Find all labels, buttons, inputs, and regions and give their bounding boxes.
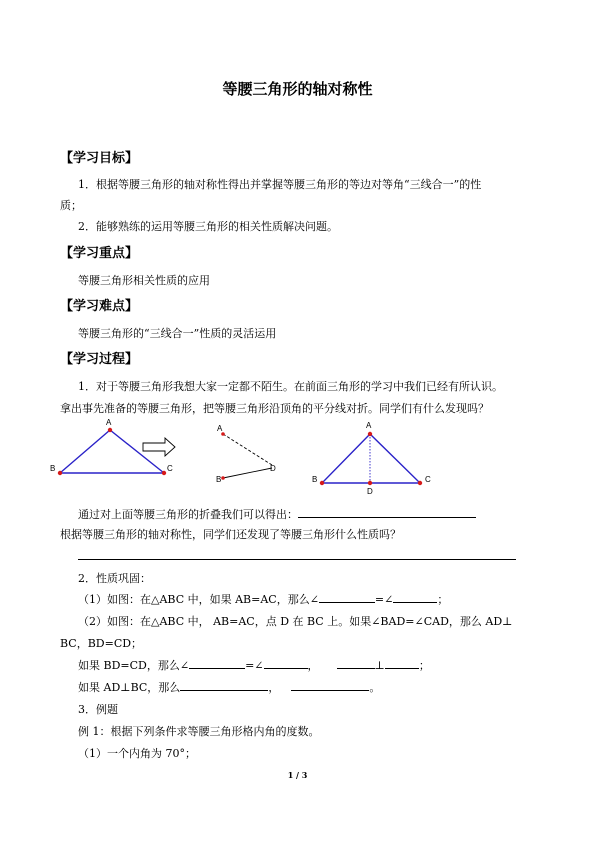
fold-text: 通过对上面等腰三角形的折叠我们可以得出：	[78, 508, 298, 521]
example-1: 例 1：根据下列条件求等腰三角形格内角的度数。	[78, 725, 320, 738]
s2-q2-line2: BC，BD=CD；	[60, 637, 143, 650]
example-1-q1: （1）一个内角为 70°；	[78, 747, 196, 760]
s2-q3	[78, 657, 430, 673]
difficulty-text: 等腰三角形的“三线合一”性质的灵活运用	[78, 327, 277, 340]
fig3-label-a: A	[366, 421, 372, 430]
s2-q3-e: ；	[418, 659, 430, 672]
s2-q4-blank-2[interactable]	[291, 679, 369, 691]
process-p1-line1: 1．对于等腰三角形我想大家一定都不陌生。在前面三角形的学习中我们已经有所认识。	[78, 380, 503, 393]
s2-q1	[78, 591, 448, 607]
s2-q4-c: 。	[369, 681, 381, 694]
s2-q3-c: ，	[307, 659, 319, 672]
fold-answer-blank[interactable]	[298, 506, 476, 518]
key-text: 等腰三角形相关性质的应用	[78, 274, 210, 287]
section-goals: 【学习目标】	[60, 151, 139, 166]
s2-q4-a: 如果 AD⊥BC，那么	[78, 681, 181, 694]
fig1-label-b: B	[50, 464, 56, 473]
figure-folded-triangle	[216, 424, 276, 484]
section-process: 【学习过程】	[60, 352, 139, 367]
s2-title: 2．性质巩固：	[78, 572, 151, 585]
ask-text: 根据等腰三角形的轴对称性，同学们还发现了等腰三角形什么性质吗？	[60, 528, 401, 541]
figure-triangle-abcd	[312, 421, 431, 496]
s2-q3-d: ⊥	[374, 659, 385, 672]
fig1-label-c: C	[167, 464, 173, 473]
fold-text-line	[78, 506, 476, 522]
goal-item-2: 2．能够熟练的运用等腰三角形的相关性质解决问题。	[78, 220, 338, 233]
process-p1-line2: 拿出事先准备的等腰三角形，把等腰三角形沿顶角的平分线对折。同学们有什么发现吗？	[60, 402, 489, 415]
fig2-label-a: A	[217, 424, 223, 433]
s2-q3-blank-4[interactable]	[385, 657, 419, 669]
page-title: 等腰三角形的轴对称性	[222, 80, 373, 98]
page-number: 1 / 3	[287, 770, 308, 780]
fig2-label-b: B	[216, 475, 222, 484]
s2-q1-b: =∠	[374, 593, 394, 606]
fig3-label-b: B	[312, 475, 318, 484]
triangle-figures	[40, 416, 510, 496]
right-arrow-icon	[143, 438, 175, 456]
s3-title: 3．例题	[78, 703, 118, 716]
s2-q3-a: 如果 BD=CD，那么∠	[78, 659, 190, 672]
section-difficulty: 【学习难点】	[60, 299, 139, 314]
goal-item-1-line2: 质；	[60, 199, 82, 212]
s2-q3-blank-2[interactable]	[264, 657, 308, 669]
goal-item-1-line1: 1．根据等腰三角形的轴对称性得出并掌握等腰三角形的等边对等角“三线合一”的性	[78, 178, 482, 191]
s2-q1-c: ；	[437, 593, 449, 606]
s2-q3-blank-3[interactable]	[337, 657, 375, 669]
s2-q3-blank-1[interactable]	[189, 657, 245, 669]
section-key: 【学习重点】	[60, 246, 139, 261]
s2-q4	[78, 679, 380, 695]
s2-q1-blank-1[interactable]	[319, 591, 375, 603]
fig2-label-d: D	[270, 464, 276, 473]
s2-q4-b: ，	[268, 681, 280, 694]
figure-triangle-abc	[50, 418, 173, 475]
s2-q1-a: （1）如图：在△ABC 中，如果 AB=AC，那么∠	[78, 593, 319, 606]
s2-q4-blank-1[interactable]	[180, 679, 268, 691]
fig1-label-a: A	[106, 418, 112, 427]
s2-q2-line1: （2）如图：在△ABC 中， AB=AC，点 D 在 BC 上。如果∠BAD=∠CAD，那么 AD⊥	[78, 615, 513, 628]
fig3-label-d: D	[367, 487, 373, 496]
s2-q1-blank-2[interactable]	[393, 591, 437, 603]
fig3-label-c: C	[425, 475, 431, 484]
answer-line[interactable]	[78, 559, 516, 560]
s2-q3-b: =∠	[245, 659, 264, 672]
